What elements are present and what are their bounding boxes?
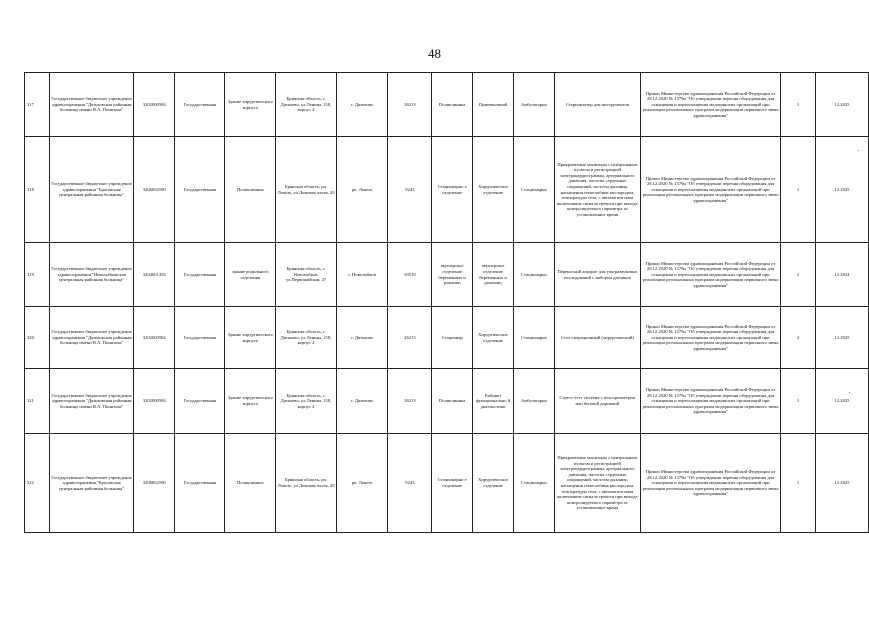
- building-name: Поликлиника: [225, 137, 276, 243]
- organization-code: 3206002590: [134, 434, 175, 533]
- okato-code: 9243: [388, 137, 432, 243]
- care-conditions: Амбулаторно: [514, 73, 554, 137]
- equipment-name: Переносной аппарат для ультразвуковых исследований с набором датчиков: [554, 243, 641, 307]
- delivery-date: 12.2025: [816, 369, 869, 434]
- department: Хирургическое отделение: [472, 307, 514, 369]
- quantity: 1: [780, 137, 815, 243]
- department: Кабинет функционально й диагностики: [472, 369, 514, 434]
- care-conditions: Стационарно: [514, 434, 554, 533]
- locality: рп. Локоть: [336, 137, 387, 243]
- okato-code: 26213: [388, 307, 432, 369]
- equipment-name: Стресс-тест система с велоэргометром или беговой дорожкой: [554, 369, 641, 434]
- department: акушерское отделение беременных и рожениц: [472, 243, 514, 307]
- legal-basis: Приказ Министерства здравоохранения Российской Федерации от 28.12.2020 № 1379н "Об утверждении перечня оборудования для оснащения и переоснащения медицинских организаций при реализации региональных программ модернизации первичного звена здравоохранения": [641, 369, 781, 434]
- table-row: [25, 73, 869, 137]
- care-conditions: Стационарно: [514, 243, 554, 307]
- locality: рп. Локоть: [336, 434, 387, 533]
- scan-speck: [858, 150, 859, 151]
- equipment-name: Стол операционный (хирургический): [554, 307, 641, 369]
- table-row: [25, 369, 869, 434]
- building-name: Здание хирургического корпуса: [225, 307, 276, 369]
- table-row: [25, 307, 869, 369]
- equipment-name: Прикроватные мониторы с центральным пультом и регистрацией электрокардиограммы, артериального давления, частоты сердечных сокращений, частоты дыхания, насыщения гемоглобина кислородом, температуры тела, с автоматическим включением сигнала тревоги при выходе контролируемого параметра за установленное время: [554, 137, 641, 243]
- building-address: Брянская область, г. Дятьково, ул.Ленина, 218, корпус 2: [276, 307, 337, 369]
- organization-code: 3202000584: [134, 73, 175, 137]
- building-name: Поликлиника: [225, 434, 276, 533]
- building-name: Здание хирургического корпуса: [225, 369, 276, 434]
- equipment-name: Прикроватные мониторы с центральным пультом и регистрацией электрокардиограммы, артериального давления, частоты сердечных сокращений, частоты дыхания, насыщения гемоглобина кислородом, температуры тела, с автоматическим включением сигнала тревоги при выходе контролируемого параметра за установленное время: [554, 434, 641, 533]
- building-name: здание родильного отделения: [225, 243, 276, 307]
- organization-name: Государственное бюджетное учреждение здравоохранения "Дятьковская районная больница имени В.А. Понизова": [50, 369, 134, 434]
- equipment-register-table: [24, 72, 869, 533]
- quantity: 1: [780, 73, 815, 137]
- building-name: Здание хирургического корпуса: [225, 73, 276, 137]
- organization-code: 3202000584: [134, 307, 175, 369]
- row-number: 322: [25, 434, 50, 533]
- table-row: [25, 137, 869, 243]
- locality: г. Дятьково: [336, 369, 387, 434]
- ownership-form: Государственная: [175, 369, 225, 434]
- ownership-form: Государственная: [175, 137, 225, 243]
- okato-code: 26213: [388, 73, 432, 137]
- care-conditions: Стационарно: [514, 307, 554, 369]
- unit-type: Стационар: [432, 307, 472, 369]
- building-address: Брянская область, рп. Локоть, ул.Липовая аллея, 20: [276, 434, 337, 533]
- organization-name: Государственное бюджетное учреждение здравоохранения "Брасовская центральная районная больница": [50, 434, 134, 533]
- legal-basis: Приказ Министерства здравоохранения Российской Федерации от 28.12.2020 № 1379н "Об утверждении перечня оборудования для оснащения и переоснащения медицинских организаций при реализации региональных программ модернизации первичного звена здравоохранения": [641, 434, 781, 533]
- legal-basis: Приказ Министерства здравоохранения Российской Федерации от 28.12.2020 № 1379н "Об утверждении перечня оборудования для оснащения и переоснащения медицинских организаций при реализации региональных программ модернизации первичного звена здравоохранения": [641, 307, 781, 369]
- row-number: 320: [25, 307, 50, 369]
- unit-type: акушерское отделение беременных и рожениц: [432, 243, 472, 307]
- okato-code: 39510: [388, 243, 432, 307]
- ownership-form: Государственная: [175, 434, 225, 533]
- row-number: 317: [25, 73, 50, 137]
- locality: г. Дятьково: [336, 307, 387, 369]
- building-address: Брянская область, г. Дятьково, ул.Ленина, 218, корпус 2: [276, 73, 337, 137]
- unit-type: Поликлиника: [432, 369, 472, 434]
- quantity: 1: [780, 369, 815, 434]
- organization-name: Государственное бюджетное учреждение здравоохранения "Новозыбковская центральная районная больница": [50, 243, 134, 307]
- building-address: Брянская область, г. Новозыбков, ул.Первомайская, 47: [276, 243, 337, 307]
- locality: г. Дятьково: [336, 73, 387, 137]
- organization-name: Государственное бюджетное учреждение здравоохранения "Дятьковская районная больница имени В.А. Понизова": [50, 307, 134, 369]
- quantity: 1: [780, 434, 815, 533]
- quantity: 2: [780, 243, 815, 307]
- quantity: 2: [780, 307, 815, 369]
- unit-type: Стационарно е отделение: [432, 434, 472, 533]
- row-number: 318: [25, 137, 50, 243]
- organization-code: 3202000584: [134, 369, 175, 434]
- legal-basis: Приказ Министерства здравоохранения Российской Федерации от 28.12.2020 № 1379н "Об утверждении перечня оборудования для оснащения и переоснащения медицинских организаций при реализации региональных программ модернизации первичного звена здравоохранения": [641, 73, 781, 137]
- department: Хирургическое отделение: [472, 434, 514, 533]
- row-number: 321: [25, 369, 50, 434]
- delivery-date: 12.2024: [816, 243, 869, 307]
- organization-code: 3206002590: [134, 137, 175, 243]
- ownership-form: Государственная: [175, 243, 225, 307]
- department: Хирургическое отделение: [472, 137, 514, 243]
- okato-code: 9243: [388, 434, 432, 533]
- organization-name: Государственное бюджетное учреждение здравоохранения "Брасовская центральная районная больница": [50, 137, 134, 243]
- care-conditions: Стационарно: [514, 137, 554, 243]
- department: Приемночный: [472, 73, 514, 137]
- equipment-name: Стерилизатор для инструментов: [554, 73, 641, 137]
- okato-code: 26213: [388, 369, 432, 434]
- delivery-date: 12.2025: [816, 434, 869, 533]
- scan-speck: [849, 392, 850, 393]
- organization-code: 3204001456: [134, 243, 175, 307]
- table-row: [25, 434, 869, 533]
- legal-basis: Приказ Министерства здравоохранения Российской Федерации от 28.12.2020 № 1379н "Об утверждении перечня оборудования для оснащения и переоснащения медицинских организаций при реализации региональных программ модернизации первичного звена здравоохранения": [641, 243, 781, 307]
- ownership-form: Государственная: [175, 307, 225, 369]
- building-address: Брянская область, рп. Локоть, ул.Липовая аллея, 20: [276, 137, 337, 243]
- delivery-date: 12.2025: [816, 307, 869, 369]
- delivery-date: 12.2025: [816, 73, 869, 137]
- ownership-form: Государственная: [175, 73, 225, 137]
- page-number: 48: [428, 46, 441, 61]
- unit-type: Поликлиника: [432, 73, 472, 137]
- building-address: Брянская область, г. Дятьково, ул.Ленина, 218, корпус 2: [276, 369, 337, 434]
- legal-basis: Приказ Министерства здравоохранения Российской Федерации от 28.12.2020 № 1379н "Об утверждении перечня оборудования для оснащения и переоснащения медицинских организаций при реализации региональных программ модернизации первичного звена здравоохранения": [641, 137, 781, 243]
- delivery-date: 12.2025: [816, 137, 869, 243]
- organization-name: Государственное бюджетное учреждение здравоохранения "Дятьковская районная больница имени В.А. Понизова": [50, 73, 134, 137]
- table-row: [25, 243, 869, 307]
- unit-type: Стационарно е отделение: [432, 137, 472, 243]
- row-number: 319: [25, 243, 50, 307]
- care-conditions: Амбулаторно: [514, 369, 554, 434]
- locality: г. Новозыбков: [336, 243, 387, 307]
